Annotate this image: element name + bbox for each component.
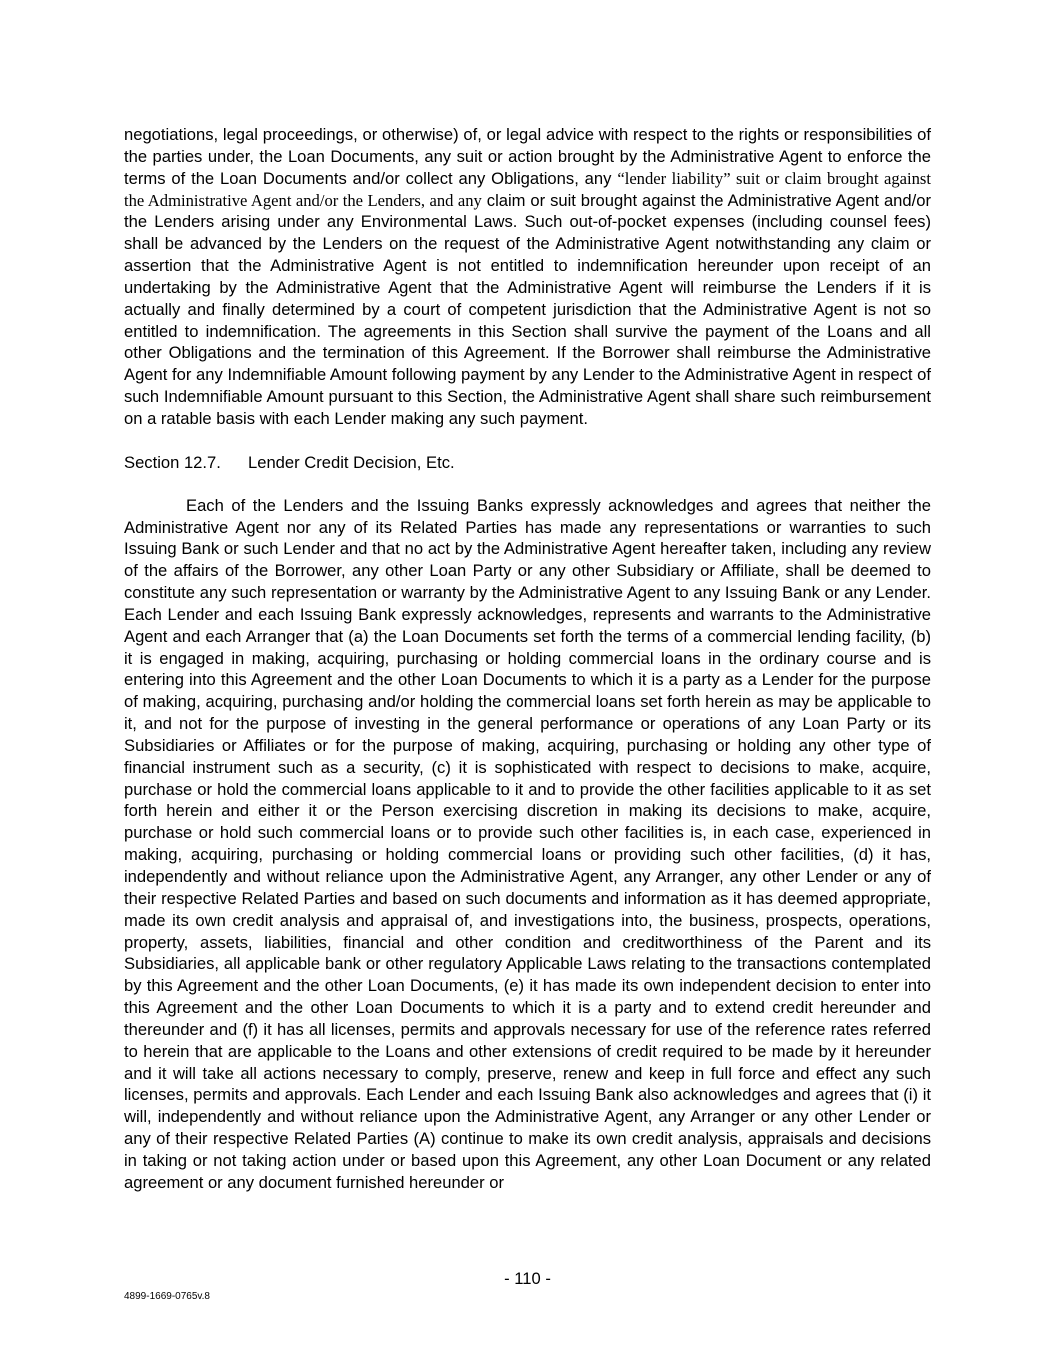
paragraph-1-text-c: claim or suit brought against the Administrative Agent and/or the Lenders arising under any Environmental Laws. Such out-of-pocket expenses (including counsel fees) shall be advanced by the Lenders on the request of the Administrative Agent notwithstanding any claim or assertion that the Administrative Agent is not entitled to indemnification hereunder upon receipt of an undertaking by the Administrative Agent that the Administrative Agent will reimburse the Lenders if it is actually and finally determined by a court of competent jurisdiction that the Administrative Agent is not so entitled to indemnification. The agreements in this Section shall survive the payment of the Loans and all other Obligations and the termination of this Agreement. If the Borrower shall reimburse the Administrative Agent for any Indemnifiable Amount following payment by any Lender to the Administrative Agent in respect of such Indemnifiable Amount pursuant to this Section, the Administrative Agent shall share such reimbursement on a ratable basis with each Lender making any such payment. — [124, 190, 931, 428]
paragraph-1-text-serif: “lender liability” suit or claim brought against the Administrative Agent and/or the Lenders, and any — [124, 168, 931, 210]
paragraph-lender-credit-decision: Each of the Lenders and the Issuing Banks expressly acknowledges and agrees that neither the Administrative Agent nor any of its Related Parties has made any representations or warranties to such Issuing Bank or such Lender and that no act by the Administrative Agent hereafter taken, including any review of the affairs of the Borrower, any other Loan Party or any other Subsidiary or Affiliate, shall be deemed to constitute any such representation or warranty by the Administrative Agent to any Issuing Bank or any Lender. Each Lender and each Issuing Bank expressly acknowledges, represents and warrants to the Administrative Agent and each Arranger that (a) the Loan Documents set forth the terms of a commercial lending facility, (b) it is engaged in making, acquiring, purchasing or holding commercial loans in the ordinary course and is entering into this Agreement and the other Loan Documents to which it is a party as a Lender for the purpose of making, acquiring, purchasing and/or holding the commercial loans set forth herein as may be applicable to it, and not for the purpose of investing in the general performance or operations of any Loan Party or its Subsidiaries or Affiliates or for the purpose of making, acquiring, purchasing or holding any other type of financial instrument such as a security, (c) it is sophisticated with respect to decisions to make, acquire, purchase or hold the commercial loans applicable to it and to provide the other facilities applicable to it as set forth herein and either it or the Person exercising discretion in making its decisions to make, acquire, purchase or hold such commercial loans or to provide such other facilities is, in each case, experienced in making, acquiring, purchasing or holding commercial loans or providing such other facilities, (d) it has, independently and without reliance upon the Administrative Agent, any Arranger, any other Lender or any of their respective Related Parties and based on such documents and information as it has deemed appropriate, made its own credit analysis and appraisal of, and investigations into, the business, prospects, operations, property, assets, liabilities, financial and other condition and creditworthiness of the Parent and its Subsidiaries, all applicable bank or other regulatory Applicable Laws relating to the transactions contemplated by this Agreement and the other Loan Documents, (e) it has made its own independent decision to enter into this Agreement and the other Loan Documents to which it is a party and to extend credit hereunder and thereunder and (f) it has all licenses, permits and approvals necessary for use of the reference rates referred to herein that are applicable to the Loans and other extensions of credit required to be made by it hereunder and it will take all actions necessary to comply, preserve, renew and keep in full force and effect any such licenses, permits and approvals. Each Lender and each Issuing Bank also acknowledges and agrees that (i) it will, independently and without reliance upon the Administrative Agent, any Arranger or any other Lender or any of their respective Related Parties (A) continue to make its own credit analysis, appraisals and decisions in taking or not taking action under or based upon this Agreement, any other Loan Document or any related agreement or any document furnished hereunder or — [124, 495, 931, 1192]
paragraph-1-text-a: negotiations, legal proceedings, or otherwise) of, or legal advice with respect to the rights or responsibilities of the parties under, the Loan Documents, any suit or action brought by the Administrative Agent to enforce the terms of the Loan Documents and/or collect any Obligations, any — [124, 125, 931, 188]
page-number: - 110 - — [504, 1269, 551, 1288]
paragraph-indemnification-continued — [124, 124, 931, 430]
section-number: Section 12.7. — [124, 452, 221, 472]
section-title: Lender Credit Decision, Etc. — [248, 452, 455, 472]
section-heading — [124, 452, 931, 474]
document-id: 4899-1669-0765v.8 — [124, 1291, 210, 1302]
document-body — [124, 124, 931, 1194]
